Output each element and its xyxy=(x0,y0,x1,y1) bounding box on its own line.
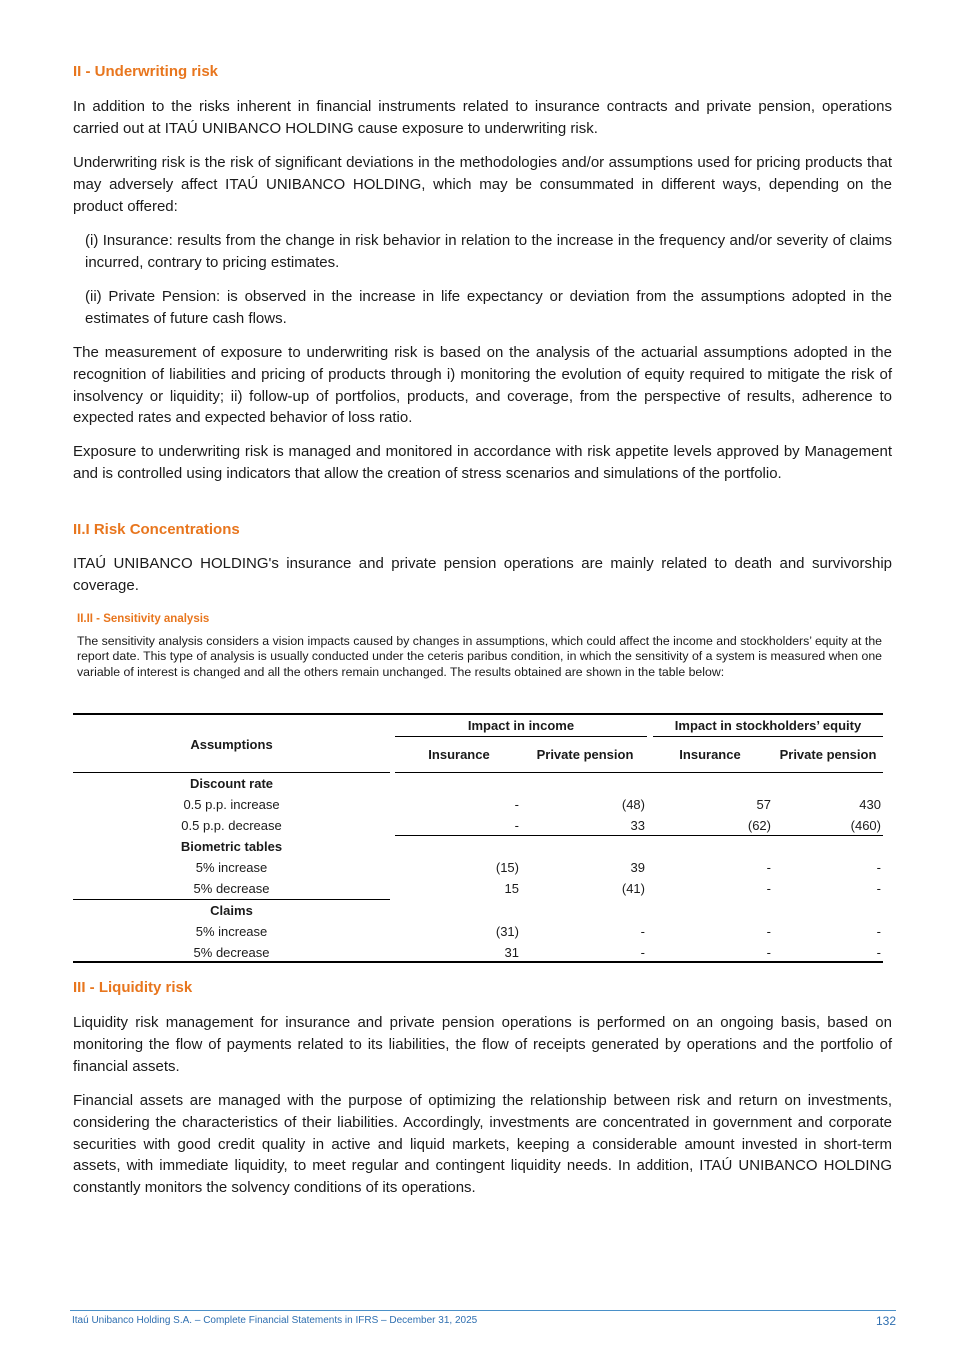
table-top-rule xyxy=(73,713,883,715)
table-cell: (31) xyxy=(495,924,519,939)
insurance-item: (i) Insurance: results from the change in risk behavior in relation to the increase in the frequency and/or severity of claims incurred, contrary to pricing estimates. xyxy=(85,232,892,271)
equity-group-rule xyxy=(653,736,883,737)
table-bottom-rule xyxy=(73,961,883,963)
group-label: Discount rate xyxy=(189,776,274,791)
group-rule-left xyxy=(73,899,390,900)
row-label: 5% decrease xyxy=(193,945,270,960)
underwriting-intro-paragraph: In addition to the risks inherent in financial instruments related to insurance contracts and private pension, operations carried out at ITAÚ UNIBANCO HOLDING cause exposure to underwriting risk. xyxy=(73,98,892,137)
liquidity-paragraph-2: Financial assets are managed with the purpose of optimizing the relationship between risk and return on investments, considering the characteristics of their liabilities. Accordingly, investments are concentrated in government and corporate securities with good credit quality in active and liquid markets, keeping a considerable amount invested in short-term assets, with immediate liquidity, to meet regular and contingent liquidity needs. In addition, ITAÚ UNIBANCO HOLDING constantly monitors the solvency conditions of its operations. xyxy=(73,1092,892,1197)
row-label: 5% increase xyxy=(195,924,268,939)
table-cell: - xyxy=(514,797,519,812)
table-cell: - xyxy=(766,924,771,939)
table-cell: (62) xyxy=(747,818,771,833)
table-cell: (460) xyxy=(850,818,881,833)
table-cell: (15) xyxy=(495,860,519,875)
exposure-paragraph: Exposure to underwriting risk is managed and monitored in accordance with risk appetite levels approved by Management and is controlled using indicators that allow the creation of stress scenarios and simulations of the portfolio. xyxy=(73,443,892,482)
private-pension-income-header: Private pension xyxy=(536,747,634,762)
table-cell: - xyxy=(766,860,771,875)
table-cell: - xyxy=(640,924,645,939)
impact-equity-header: Impact in stockholders’ equity xyxy=(674,718,862,733)
header-rule-left xyxy=(73,772,390,773)
table-cell: 31 xyxy=(504,945,519,960)
table-cell: (41) xyxy=(621,881,645,896)
page-number: 132 xyxy=(875,1314,896,1328)
table-cell: (48) xyxy=(621,797,645,812)
private-pension-equity-header: Private pension xyxy=(779,747,877,762)
group-label: Biometric tables xyxy=(180,839,283,854)
liquidity-risk-heading: III - Liquidity risk xyxy=(73,979,193,996)
impact-income-header: Impact in income xyxy=(467,718,575,733)
income-group-rule xyxy=(395,736,647,737)
measurement-paragraph: The measurement of exposure to underwriting risk is based on the analysis of the actuarial assumptions adopted in the recognition of liabilities and pricing of products through i) monitoring the evolution of equity required to mitigate the risk of insolvency or liquidity; ii) follow-up of portfolios, products, and coverage, from the perspective of results, adherence to expected rates and expected behavior of loss ratio. xyxy=(73,344,892,427)
table-cell: 39 xyxy=(630,860,645,875)
table-cell: - xyxy=(640,945,645,960)
row-label: 5% increase xyxy=(195,860,268,875)
liquidity-paragraph-1: Liquidity risk management for insurance and private pension operations is performed on an ongoing basis, based on monitoring the flow of payments related to its liabilities, the flow of receipts generated by operations and the portfolio of financial assets. xyxy=(73,1014,892,1075)
row-label: 0.5 p.p. decrease xyxy=(181,818,282,833)
table-cell: - xyxy=(766,881,771,896)
table-cell: - xyxy=(876,945,881,960)
table-cell: - xyxy=(876,924,881,939)
table-cell: 33 xyxy=(630,818,645,833)
group-label: Claims xyxy=(210,903,253,918)
private-pension-item: (ii) Private Pension: is observed in the increase in life expectancy or deviation from the assumptions adopted in the estimates of future cash flows. xyxy=(85,288,892,327)
table-cell: - xyxy=(876,881,881,896)
concentrations-paragraph: ITAÚ UNIBANCO HOLDING's insurance and private pension operations are mainly related to death and survivorship coverage. xyxy=(73,555,892,594)
assumptions-header: Assumptions xyxy=(190,737,273,752)
row-label: 0.5 p.p. increase xyxy=(183,797,280,812)
insurance-equity-header: Insurance xyxy=(679,747,741,762)
header-rule-right xyxy=(395,772,883,773)
group-rule xyxy=(395,835,883,836)
underwriting-risk-heading: II - Underwriting risk xyxy=(73,63,219,80)
table-cell: - xyxy=(766,945,771,960)
insurance-income-header: Insurance xyxy=(428,747,490,762)
sensitivity-paragraph: The sensitivity analysis considers a vision impacts caused by changes in assumptions, which could affect the income and stockholders’ equity at the report date. This type of analysis is usually conducted under the ceteris paribus condition, in which the sensitivity of a system is measured when one variable of interest is changed and all the others remain unchanged. The results obtained are shown in the table below: xyxy=(77,634,882,679)
row-label: 5% decrease xyxy=(193,881,270,896)
sensitivity-heading: II.II - Sensitivity analysis xyxy=(77,613,210,625)
table-cell: 430 xyxy=(859,797,881,812)
table-cell: - xyxy=(876,860,881,875)
footer-rule xyxy=(70,1310,896,1311)
table-cell: - xyxy=(514,818,519,833)
underwriting-definition-paragraph: Underwriting risk is the risk of significant deviations in the methodologies and/or assumptions used for pricing products that may adversely affect ITAÚ UNIBANCO HOLDING, which may be consummated in different ways, depending on the product offered: xyxy=(73,154,892,215)
footer-text: Itaú Unibanco Holding S.A. – Complete Financial Statements in IFRS – December 31, 2025 xyxy=(72,1315,478,1326)
table-cell: 15 xyxy=(504,881,519,896)
risk-concentrations-heading: II.I Risk Concentrations xyxy=(73,521,240,538)
table-cell: 57 xyxy=(756,797,771,812)
